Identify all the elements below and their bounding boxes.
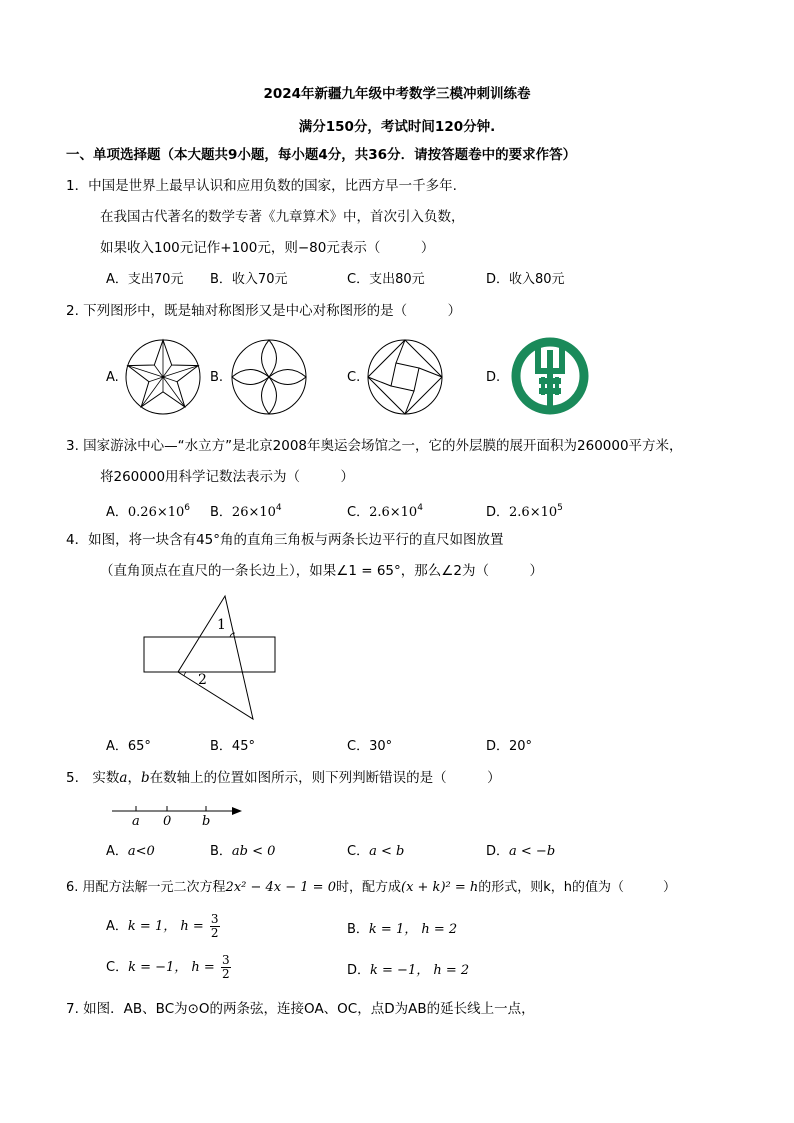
q6-option-c: C．k = −1， h = $\frac{3}{2}$	[106, 953, 230, 981]
q4-option-c: C．30°	[347, 739, 393, 754]
axis-label-a: a	[132, 814, 140, 829]
q5-option-b: B．ab < 0	[210, 844, 276, 859]
q4-line2: （直角顶点在直尺的一条长边上），如果∠1 = 65°，那么∠2为（ ）	[100, 563, 543, 579]
star-in-circle-figure	[124, 338, 202, 416]
q1-option-a: A．支出70元	[106, 272, 184, 287]
section-heading: 一、单项选择题（本大题共9小题，每小题4分，共36分．请按答题卷中的要求作答）	[66, 147, 577, 163]
q7-stem: 7. 如图．AB、BC为⊙O的两条弦，连接OA、OC，点D为AB的延长线上一点，	[66, 1001, 535, 1017]
four-petal-circle-figure	[230, 338, 308, 416]
angle-2-label: 2	[198, 672, 207, 688]
exam-info: 满分150分，考试时间120分钟.	[298, 119, 496, 135]
q6-option-a: A．k = 1， h = $\frac{3}{2}$	[106, 912, 219, 940]
q2-label-a: A.	[106, 370, 119, 385]
q1-line2: 在我国古代著名的数学专著《九章算术》中，首次引入负数，	[100, 209, 465, 225]
q1-option-d: D．收入80元	[486, 272, 565, 287]
q2-label-c: C.	[347, 370, 361, 385]
q2-label-d: D.	[486, 370, 501, 385]
ruler-triangle-figure	[140, 592, 280, 724]
q5-stem: 5. 实数a，b在数轴上的位置如图所示，则下列判断错误的是（ ）	[66, 770, 501, 786]
q2-label-b: B.	[210, 370, 224, 385]
q1-option-c: C．支出80元	[347, 272, 425, 287]
q3-option-d: D．$2.6\times 10^5$	[486, 503, 563, 520]
q5-option-c: C．a < b	[347, 844, 405, 859]
q3-option-b: B．$26\times 10^4$	[210, 503, 282, 520]
bank-logo-figure	[510, 336, 590, 416]
q1-option-b: B．收入70元	[210, 272, 288, 287]
q3-option-a: A．$0.26\times 10^6$	[106, 503, 191, 520]
q5-option-a: A．a<0	[106, 844, 155, 859]
q3-line1: 3. 国家游泳中心—“水立方”是北京2008年奥运会场馆之一，它的外层膜的展开面积为260000平方米，	[66, 438, 683, 454]
q3-line2: 将260000用科学记数法表示为（ ）	[100, 469, 355, 485]
q4-line1: 4．如图，将一块含有45°角的直角三角板与两条长边平行的直尺如图放置	[66, 532, 504, 548]
q5-option-d: D．a < −b	[486, 844, 556, 859]
q4-option-d: D．20°	[486, 739, 533, 754]
axis-label-b: b	[202, 814, 211, 829]
q4-option-b: B．45°	[210, 739, 255, 754]
q1-line3: 如果收入100元记作+100元，则−80元表示（ ）	[100, 240, 435, 256]
q1-line1: 1．中国是世界上最早认识和应用负数的国家，比西方早一千多年.	[66, 178, 457, 194]
q6-stem: 6. 用配方法解一元二次方程2x² − 4x − 1 = 0时，配方成(x + k)² = h的形式，则k，h的值为（ ）	[66, 880, 677, 895]
pinwheel-square-figure	[366, 338, 444, 416]
q6-option-d: D．k = −1， h = 2	[347, 963, 470, 978]
axis-label-zero: 0	[163, 814, 172, 829]
q4-option-a: A．65°	[106, 739, 151, 754]
angle-1-label: 1	[217, 617, 226, 633]
q6-option-b: B．k = 1， h = 2	[347, 922, 458, 937]
q2-stem: 2. 下列图形中，既是轴对称图形又是中心对称图形的是（ ）	[66, 303, 462, 319]
q3-option-c: C．$2.6\times 10^4$	[347, 503, 423, 520]
page-title: 2024年新疆九年级中考数学三模冲刺训练卷	[263, 86, 531, 102]
